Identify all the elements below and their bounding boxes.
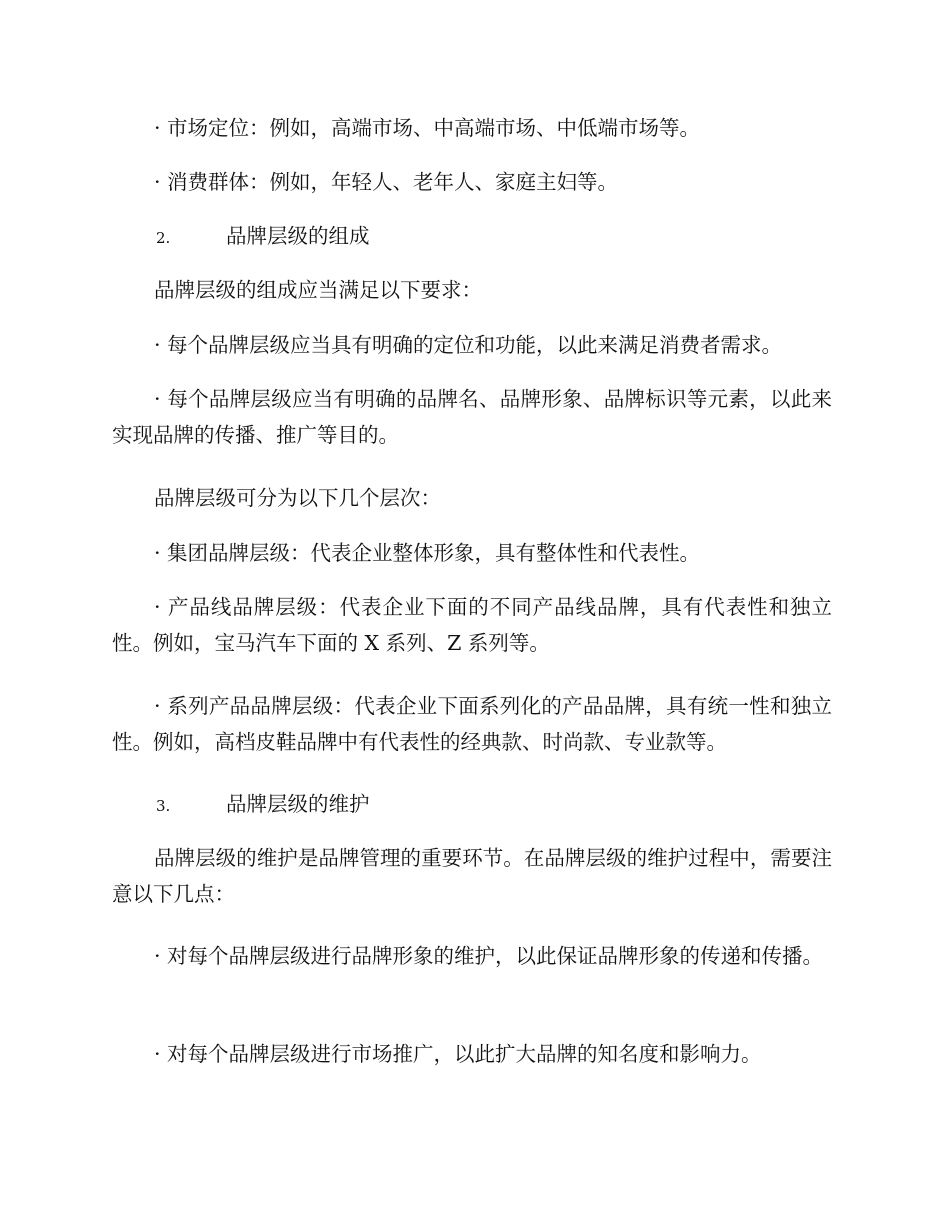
paragraph-market-promotion: · 对每个品牌层级进行市场推广，以此扩大品牌的知名度和影响力。 bbox=[154, 1042, 762, 1066]
paragraph-composition-intro: 品牌层级的组成应当满足以下要求： bbox=[154, 278, 482, 302]
paragraph-consumer-groups: · 消费群体：例如，年轻人、老年人、家庭主妇等。 bbox=[154, 170, 619, 194]
section-heading-2 bbox=[156, 218, 370, 256]
paragraph-levels-intro: 品牌层级可分为以下几个层次： bbox=[154, 486, 441, 510]
paragraph-market-positioning: · 市场定位：例如，高端市场、中高端市场、中低端市场等。 bbox=[154, 116, 701, 140]
paragraph-group-brand-level: · 集团品牌层级：代表企业整体形象，具有整体性和代表性。 bbox=[154, 541, 701, 565]
paragraph-maintain-image: · 对每个品牌层级进行品牌形象的维护，以此保证品牌形象的传递和传播。 bbox=[154, 944, 824, 968]
section-number: 3. bbox=[156, 797, 171, 815]
section-heading-3 bbox=[156, 786, 370, 824]
section-number: 2. bbox=[156, 229, 171, 247]
paragraph-maintenance-intro: 品牌层级的维护是品牌管理的重要环节。在品牌层级的维护过程中，需要注意以下几点： bbox=[112, 846, 832, 906]
paragraph-series-product-level: · 系列产品品牌层级：代表企业下面系列化的产品品牌，具有统一性和独立性。例如，高档皮鞋品牌中有代表性的经典款、时尚款、专业款等。 bbox=[112, 694, 832, 754]
paragraph-requirement-elements: · 每个品牌层级应当有明确的品牌名、品牌形象、品牌标识等元素，以此来实现品牌的传播、推广等目的。 bbox=[112, 387, 832, 447]
section-title: 品牌层级的组成 bbox=[226, 224, 370, 248]
paragraph-requirement-positioning: · 每个品牌层级应当具有明确的定位和功能，以此来满足消费者需求。 bbox=[154, 333, 783, 357]
paragraph-product-line-level: · 产品线品牌层级：代表企业下面的不同产品线品牌，具有代表性和独立性。例如，宝马汽车下面的 X 系列、Z 系列等。 bbox=[112, 595, 832, 655]
section-title: 品牌层级的维护 bbox=[226, 792, 370, 816]
